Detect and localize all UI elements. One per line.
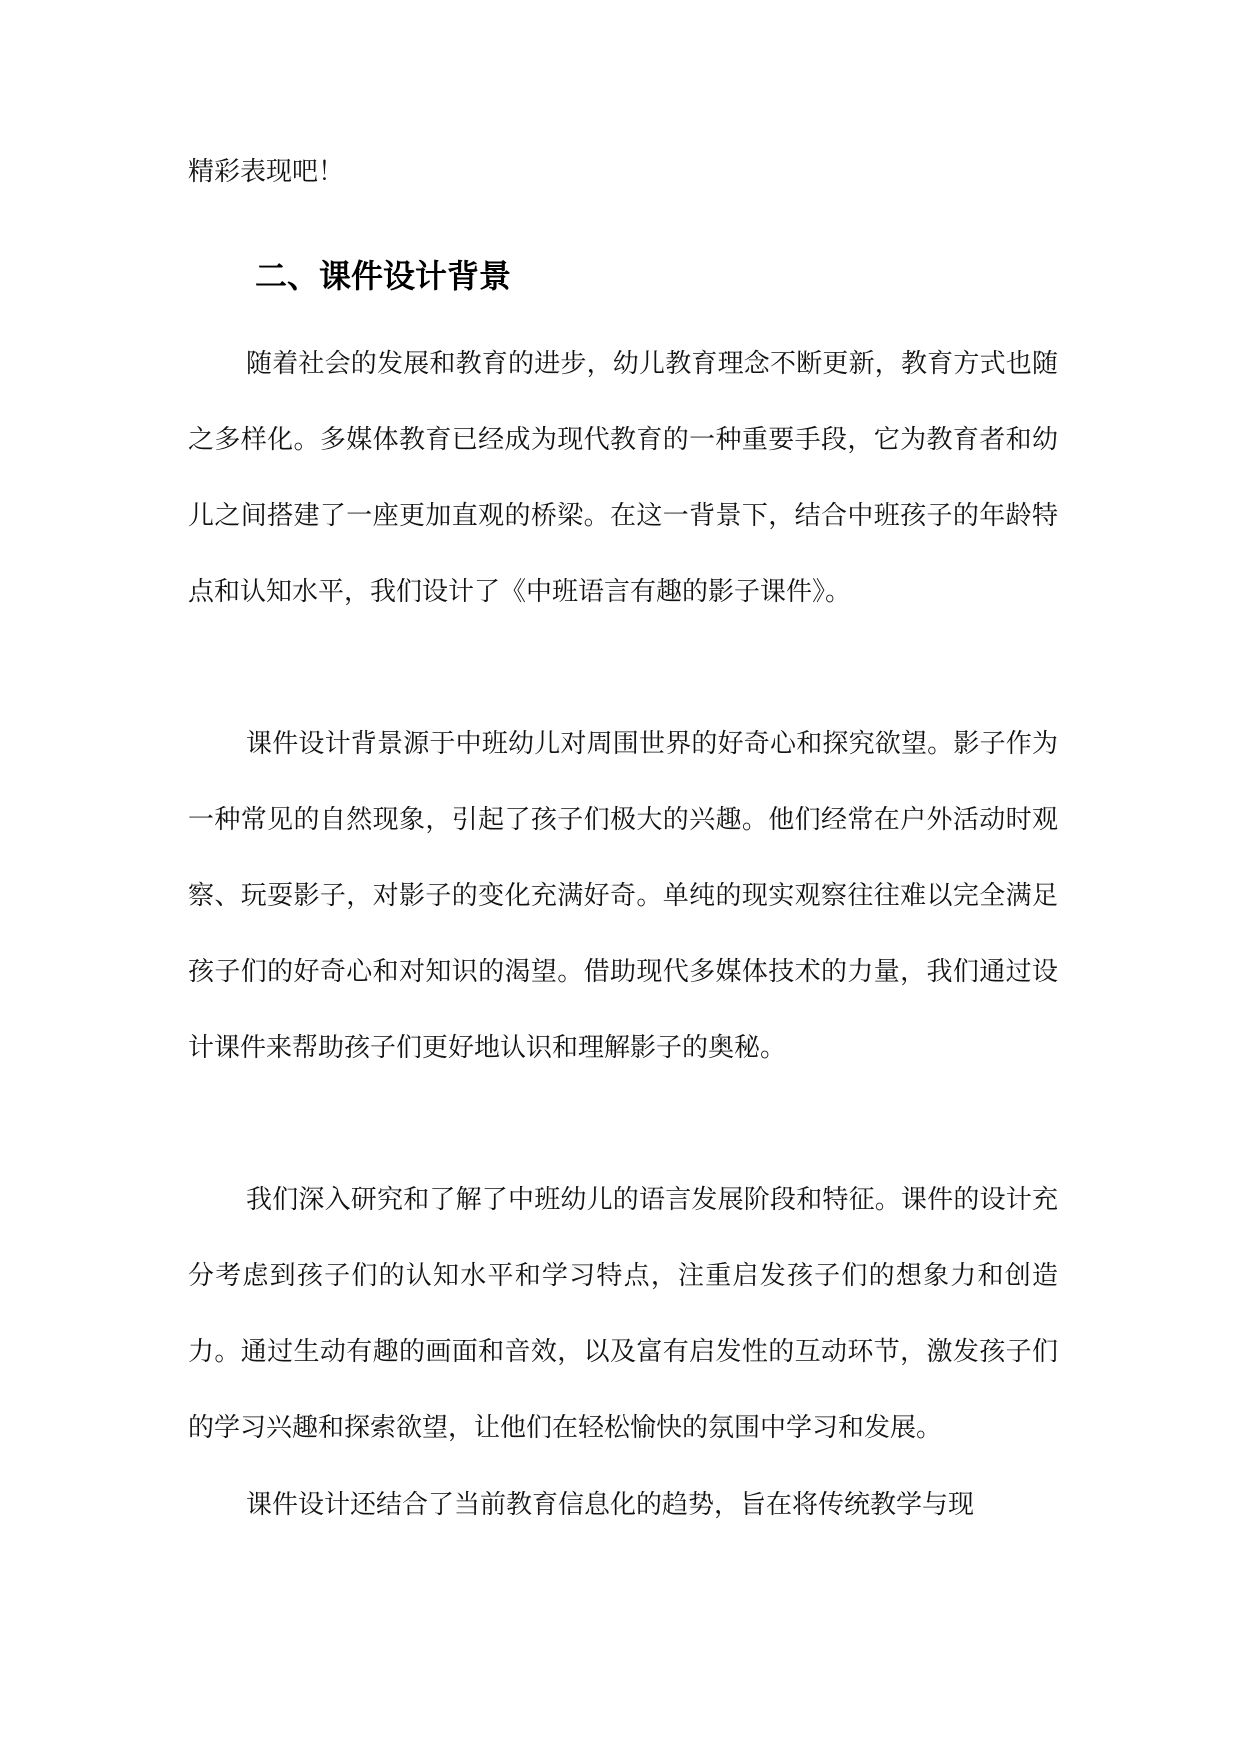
intro-tail-text: 精彩表现吧！	[188, 157, 345, 187]
section-heading: 二、课件设计背景	[255, 257, 512, 295]
paragraph-4: 课件设计还结合了当前教育信息化的趋势，旨在将传统教学与现	[246, 1490, 975, 1520]
paragraph-3: 我们深入研究和了解了中班幼儿的语言发展阶段和特征。课件的设计充分考虑到孩子们的认知水平和学习特点，注重启发孩子们的想象力和创造力。通过生动有趣的画面和音效，以及富有启发性的互动环节，激发孩子们的学习兴趣和探索欲望，让他们在轻松愉快的氛围中学习和发展。	[188, 1185, 1058, 1443]
paragraph-1: 随着社会的发展和教育的进步，幼儿教育理念不断更新，教育方式也随之多样化。多媒体教育已经成为现代教育的一种重要手段，它为教育者和幼儿之间搭建了一座更加直观的桥梁。在这一背景下，结合中班孩子的年龄特点和认知水平，我们设计了《中班语言有趣的影子课件》。	[188, 349, 1058, 607]
paragraph-2: 课件设计背景源于中班幼儿对周围世界的好奇心和探究欲望。影子作为一种常见的自然现象，引起了孩子们极大的兴趣。他们经常在户外活动时观察、玩耍影子，对影子的变化充满好奇。单纯的现实观察往往难以完全满足孩子们的好奇心和对知识的渴望。借助现代多媒体技术的力量，我们通过设计课件来帮助孩子们更好地认识和理解影子的奥秘。	[188, 729, 1058, 1063]
